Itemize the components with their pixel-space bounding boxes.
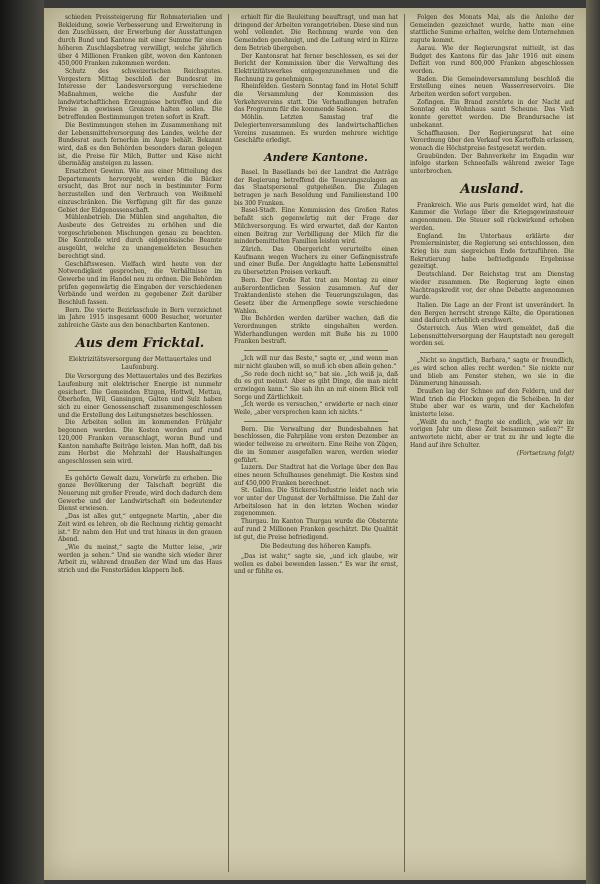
article-paragraph: Zofingen. Ein Brand zerstörte in der Nacht auf Sonntag ein Wohnhaus samt Scheune. Das Vieh konnte gerettet werden. Die Brandursache ist unbekannt.: [410, 98, 574, 129]
feuilleton-paragraph: „Ich will nur das Beste,“ sagte er, „und wenn man mir nicht glauben will, so muß ich eben allein gehen.“: [234, 355, 398, 370]
article-paragraph: Bern. Die vierte Bezirksschule in Bern verzeichnet im Jahre 1915 insgesamt 6000 Besucher, worunter zahlreiche Gäste aus den benachbarten Kantonen.: [58, 306, 222, 330]
feuilleton-paragraph: „Wie du meinst,“ sagte die Mutter leise, „wir werden ja sehen.“ Und sie wandte sich wieder ihrer Arbeit zu, während draußen der Wind um das Haus strich und die Fensterläden klappern ließ.: [58, 544, 222, 575]
separator-line: [420, 352, 564, 353]
article-paragraph: Geschäftswesen. Vielfach wird heute von der Notwendigkeit gesprochen, die Verhältnisse im Gewerbe und im Handel neu zu ordnen. Die Behörden prüfen gegenwärtig die Eingaben der verschiedenen Verbände und werden zu gegebener Zeit darüber Beschluß fassen.: [58, 260, 222, 307]
article-paragraph: St. Gallen. Die Stickerei-Industrie leidet nach wie vor unter der Ungunst der Verhältnisse. Die Zahl der Arbeitslosen hat in den letzten Wochen wieder zugenommen.: [234, 487, 398, 518]
section-heading-ausland: Ausland.: [460, 181, 524, 197]
article-paragraph: Graubünden. Der Bahnverkehr im Engadin war infolge starken Schneefalls während zweier Tage unterbrochen.: [410, 152, 574, 176]
continuation-note: (Fortsetzung folgt): [516, 449, 574, 457]
article-paragraph: Folgen des Monats Mai, als die Anleihe der Gemeinden gezeichnet wurde, hatte man eine stattliche Summe erhalten, welche dem Unternehmen zugute kommt.: [410, 14, 574, 45]
feuilleton-rubric: Die Bedeutung des höheren Kampfs.: [260, 543, 372, 551]
section-heading-frictal: Aus dem Fricktal.: [75, 335, 205, 351]
article-paragraph: Bern. Der Große Rat trat am Montag zu einer außerordentlichen Session zusammen. Auf der Traktandenliste stehen die Teuerungszulagen, das Gesetz über die Armenpflege sowie verschiedene Wahlen.: [234, 276, 398, 315]
article-paragraph: Bern. Die Verwaltung der Bundesbahnen hat beschlossen, die Fahrpläne vom ersten Dezember an wieder teilweise zu erweitern. Eine Reihe von Zügen, die im Sommer ausgefallen waren, werden wieder geführt.: [234, 425, 398, 464]
article-paragraph: Baden. Die Gemeindeversammlung beschloß die Erstellung eines neuen Wasserreservoirs. Die Arbeiten werden sofort vergeben.: [410, 75, 574, 99]
feuilleton-paragraph: „Weißt du noch,“ fragte sie endlich, „wie wir im vorigen Jahr um diese Zeit beisammen saßen?“ Er antwortete nicht, aber er trat zu ihr und legte die Hand auf ihre Schulter.: [410, 418, 574, 449]
newspaper-page: [44, 8, 586, 880]
article-paragraph: Basel. In Basellands bei der Landrat die Anträge der Regierung betreffend die Teuerungszulagen an das Staatspersonal gutgeheißen. Die Zulagen betragen je nach Besoldung und Familienstand 100 bis 300 Franken.: [234, 168, 398, 207]
column-left: [58, 14, 222, 872]
article-paragraph: Thurgau. Im Kanton Thurgau wurde die Obsternte auf rund 2 Millionen Franken geschätzt. Die Qualität ist gut, die Preise befriedigend.: [234, 518, 398, 541]
book-binding-edge: [0, 0, 44, 884]
article-paragraph: Deutschland. Der Reichstag trat am Dienstag wieder zusammen. Die Regierung legte einen Nachtragskredit vor, der ohne Debatte angenommen wurde.: [410, 271, 574, 302]
feuilleton-paragraph: „Nicht so ängstlich, Barbara,“ sagte er freundlich, „es wird schon alles recht werden.“ Sie nickte nur und blieb am Fenster stehen, wo sie in die Dämmerung hinaussah.: [410, 357, 574, 388]
feuilleton-paragraph: „Das ist wahr,“ sagte sie, „und ich glaube, wir wollen es dabei bewenden lassen.“ Es war ihr ernst, und er fühlte es.: [234, 553, 398, 576]
feuilleton-paragraph: Es gehörte Gewalt dazu, Vorwürfe zu erheben. Die ganze Bevölkerung der Talschaft begrüßt die Neuerung mit großer Freude, wird doch dadurch dem Gewerbe und der Landwirtschaft ein bedeutender Dienst erwiesen.: [58, 474, 222, 513]
column-rule: [228, 14, 229, 872]
article-paragraph: Aarau. Wie der Regierungsrat mitteilt, ist das Budget des Kantons für das Jahr 1916 mit einem Defizit von rund 800,000 Franken abgeschlossen worden.: [410, 44, 574, 75]
article-paragraph: Der Kantonsrat hat ferner beschlossen, es sei der Bericht der Kommission über die Verwaltung des Elektrizitätswerkes entgegenzunehmen und die Rechnung zu genehmigen.: [234, 52, 398, 83]
article-paragraph: Die Behörden werden darüber wachen, daß die Verordnungen strikte eingehalten werden. Widerhandlungen werden mit Buße bis zu 1000 Franken bestraft.: [234, 315, 398, 346]
article-paragraph: Rheinfelden. Gestern Sonntag fand im Hotel Schiff die Versammlung der Kommission des Verkehrsvereins statt. Die Verhandlungen betrafen das Programm für die kommende Saison.: [234, 83, 398, 114]
separator-line: [68, 470, 212, 471]
separator-line: [244, 350, 388, 351]
column-middle: [234, 14, 398, 872]
separator-line: [244, 421, 388, 422]
article-paragraph: erhielt für die Bauleitung beauftragt, und man hat dringend der Arbeiten vorangetrieben. Diese sind nun wohl vollendet. Die Rechnung wurde von den Gemeinden genehmigt, und die Leitung wird in Kürze dem Betrieb übergeben.: [234, 14, 398, 52]
article-paragraph: Die Bestimmungen stehen im Zusammenhang mit der Lebensmittelversorgung des Landes, welche der Bundesrat auch fernerhin im Auge behält. Bekannt wird, daß es den Behörden besonders daran gelegen ist, die Preise für Milch, Butter und Käse nicht übermäßig ansteigen zu lassen.: [58, 121, 222, 168]
article-paragraph: Möhlin. Letzten Samstag traf die Delegiertenversammlung des landwirtschaftlichen Vereins zusammen. Es wurden mehrere wichtige Geschäfte erledigt.: [234, 114, 398, 145]
section-subheading: Elektrizitätsversorgung der Mettauertales und Laufenburg.: [68, 355, 212, 371]
article-paragraph: Schaffhausen. Der Regierungsrat hat eine Verordnung über den Verkauf von Kartoffeln erlassen, wonach die Höchstpreise festgesetzt werden.: [410, 129, 574, 152]
article-paragraph: Schutz des schweizerischen Reichsgutes. Vorgestern Mittag beschloß der Bundesrat im Interesse der Landesversorgung verschiedene Maßnahmen, welche die Ausfuhr der landwirtschaftlichen Erzeugnisse betreffen und die Preise in gewissen Grenzen halten sollen. Die betreffenden Bestimmungen treten sofort in Kraft.: [58, 67, 222, 122]
article-paragraph: Ersatzbrot Gewinn. Wie aus einer Mitteilung des Departements hervorgeht, werden die Bäcker ersucht, das Brot nur noch in bestimmter Form herzustellen und den Verbrauch von Weißmehl einzuschränken. Die Verfügung gilt für das ganze Gebiet der Eidgenossenschaft.: [58, 168, 222, 214]
feuilleton-paragraph: „So rede doch nicht so,“ bat sie. „Ich weiß ja, daß du es gut meinst. Aber es gibt Dinge, die man nicht erzwingen kann.“ Sie sah ihn an mit einem Blick voll Sorge und Zärtlichkeit.: [234, 370, 398, 401]
article-paragraph: Italien. Die Lage an der Front ist unverändert. In den Bergen herrscht strenge Kälte, die Operationen sind dadurch erheblich erschwert.: [410, 301, 574, 325]
article-paragraph: schieden Preissteigerung für Rohmaterialien und Bekleidung, sowie Verbesserung und Erweiterung in den Zuschüssen, der Erwerbung der Ausstattungen durch Bund und Kantone mit einer Summe für einen höheren Zuschlagsbetrag verwilligt, welche jährlich über 4 Millionen Franken gibt, wovon den Kantonen 450,000 Franken zukommen werden.: [58, 14, 222, 68]
feuilleton-paragraph: „Das ist alles gut,“ entgegnete Martin, „aber die Zeit wird es lehren, ob die Rechnung richtig gemacht ist.“ Er nahm den Hut und trat hinaus in den grauen Abend.: [58, 513, 222, 544]
column-rule: [404, 14, 405, 872]
article-paragraph: England. Im Unterhaus erklärte der Premierminister, die Regierung sei entschlossen, den Krieg bis zum siegreichen Ende fortzuführen. Die Rekrutierung habe befriedigende Ergebnisse gezeitigt.: [410, 232, 574, 271]
article-paragraph: Die Arbeiten sollen im kommenden Frühjahr begonnen werden. Die Kosten werden auf rund 120,000 Franken veranschlagt, woran Bund und Kanton namhafte Beiträge leisten. Man hofft, daß bis zum Herbst die Mehrzahl der Haushaltungen angeschlossen sein wird.: [58, 419, 222, 465]
page-edge: [586, 0, 600, 884]
feuilleton-paragraph: Draußen lag der Schnee auf den Feldern, und der Wind trieb die Flocken gegen die Scheiben. In der Stube aber war es warm, und der Kachelofen knisterte leise.: [410, 387, 574, 419]
article-paragraph: Österreich. Aus Wien wird gemeldet, daß die Lebensmittelversorgung der Hauptstadt neu geregelt worden sei.: [410, 325, 574, 348]
feuilleton-paragraph: „Ich werde es versuchen,“ erwiderte er nach einer Weile, „aber versprechen kann ich nichts.“: [234, 401, 398, 417]
article-paragraph: Luzern. Der Stadtrat hat die Vorlage über den Bau eines neuen Schulhauses genehmigt. Die Kosten sind auf 450,000 Franken berechnet.: [234, 464, 398, 487]
article-paragraph: Frankreich. Wie aus Paris gemeldet wird, hat die Kammer die Vorlage über die Kriegsgewinnsteuer angenommen. Die Steuer soll rückwirkend erhoben werden.: [410, 201, 574, 232]
article-paragraph: Zürich. Das Obergericht verurteilte einen Kaufmann wegen Wuchers zu einer Gefängnisstrafe und einer Buße. Der Angeklagte hatte Lebensmittel zu übersetzten Preisen verkauft.: [234, 245, 398, 277]
section-heading-kantone: Andere Kantone.: [264, 150, 368, 164]
column-right: [410, 14, 574, 872]
article-paragraph: Die Versorgung des Mettauertales und des Bezirkes Laufenburg mit elektrischer Energie ist nunmehr gesichert. Die Gemeinden Etzgen, Hottwil, Mettau, Oberhofen, Wil, Gansingen, Galten und Sulz haben sich zu einer Genossenschaft zusammengeschlossen und die Erstellung des Leitungsnetzes beschlossen.: [58, 373, 222, 419]
article-paragraph: Basel-Stadt. Eine Kommission des Großen Rates befaßt sich gegenwärtig mit der Frage der Milchversorgung. Es wird erwartet, daß der Kanton einen Beitrag zur Verbilligung der Milch für die minderbemittelten Familien leisten wird.: [234, 207, 398, 246]
article-paragraph: Mühlenbetrieb. Die Mühlen sind angehalten, die Ausbeute des Getreides zu erhöhen und die vorgeschriebenen Mischungen genau zu beachten. Die Kontrolle wird durch eidgenössische Beamte ausgeübt, welche zu unangemeldeten Besuchen berechtigt sind.: [58, 214, 222, 260]
